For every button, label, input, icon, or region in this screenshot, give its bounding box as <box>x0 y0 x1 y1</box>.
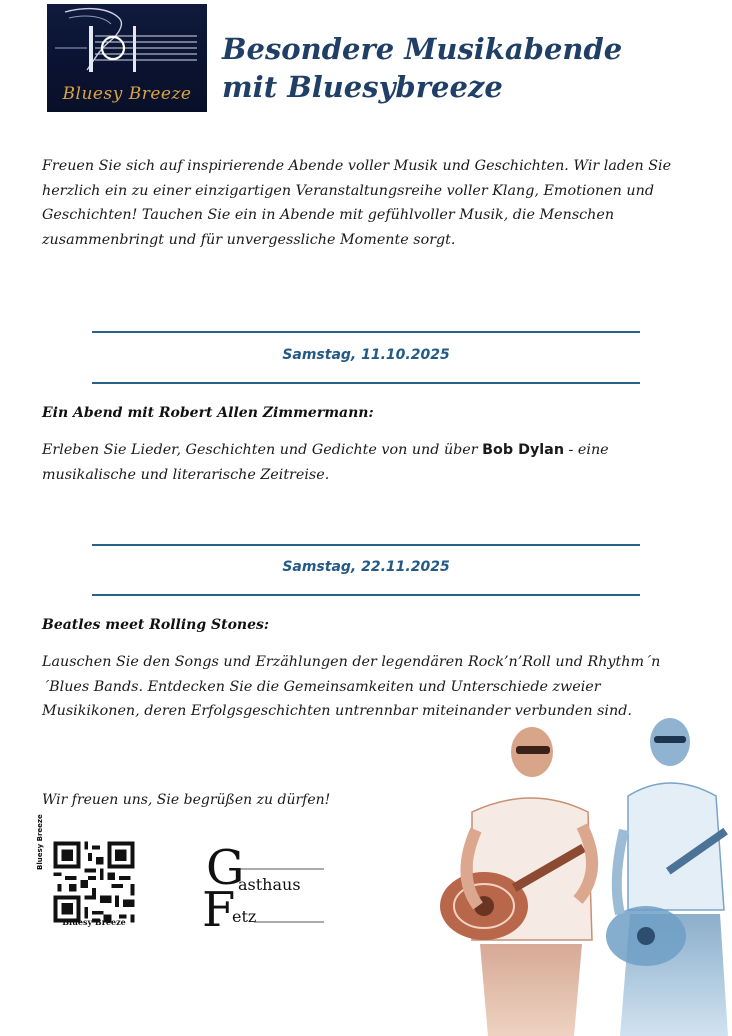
divider <box>92 594 640 596</box>
venue-rest-2: etz <box>232 907 257 926</box>
venue-letter-g: G <box>206 840 245 896</box>
musicians-photo <box>432 700 732 1036</box>
divider <box>92 331 640 333</box>
musician-left <box>440 727 592 1036</box>
musician-right <box>606 718 728 1036</box>
event-1-description <box>42 438 702 487</box>
event-1-desc-bold: Bob Dylan <box>482 442 565 458</box>
event-2-description: Lauschen Sie den Songs und Erzählungen der legendären Rock’n’Roll und Rhythm´n´Blues Bands. Entdecken Sie die Gemeinsamkeiten und Unterschiede zweier Musikikonen, deren Erfolgsgeschichten untrennbar miteinander verbunden sind. <box>42 654 661 719</box>
qr-code-icon[interactable] <box>46 834 142 930</box>
logo-text: Bluesy Breeze <box>62 84 192 104</box>
event-2-title: Beatles meet Rolling Stones: <box>42 617 270 633</box>
event-1-title: Ein Abend mit Robert Allen Zimmermann: <box>42 405 374 421</box>
event-1-desc-after: - eine musikalische und literarische Zeitreise. <box>42 442 609 483</box>
event-1-desc-before: Erleben Sie Lieder, Geschichten und Gedichte von und über <box>42 442 483 458</box>
divider <box>92 382 640 384</box>
qr-side-label: Bluesy Breeze <box>36 814 44 870</box>
title-line-1: Besondere Musikabende <box>222 32 623 66</box>
intro-paragraph: Freuen Sie sich auf inspirierende Abende voller Musik und Geschichten. Wir laden Sie herzlich ein zu einer einzigartigen Veranstaltungsreihe voller Klang, Emotionen und Geschichten! Tauchen Sie ein in Abende mit gefühlvoller Musik, die Menschen zusammenbringt und für unvergessliche Momente sorgt. <box>42 158 672 248</box>
page-title <box>222 30 722 106</box>
venue-rest-1: asthaus <box>238 875 301 894</box>
gasthaus-fetz-logo <box>198 840 330 930</box>
closing-text: Wir freuen uns, Sie begrüßen zu dürfen! <box>42 792 331 808</box>
qr-bottom-label: Bluesy Breeze <box>62 917 126 927</box>
bluesy-breeze-logo <box>47 4 207 112</box>
divider <box>92 544 640 546</box>
venue-letter-f: F <box>202 882 236 930</box>
event-2-date: Samstag, 22.11.2025 <box>282 559 450 575</box>
event-1-date: Samstag, 11.10.2025 <box>282 347 450 363</box>
title-line-2: mit Bluesybreeze <box>222 70 503 104</box>
